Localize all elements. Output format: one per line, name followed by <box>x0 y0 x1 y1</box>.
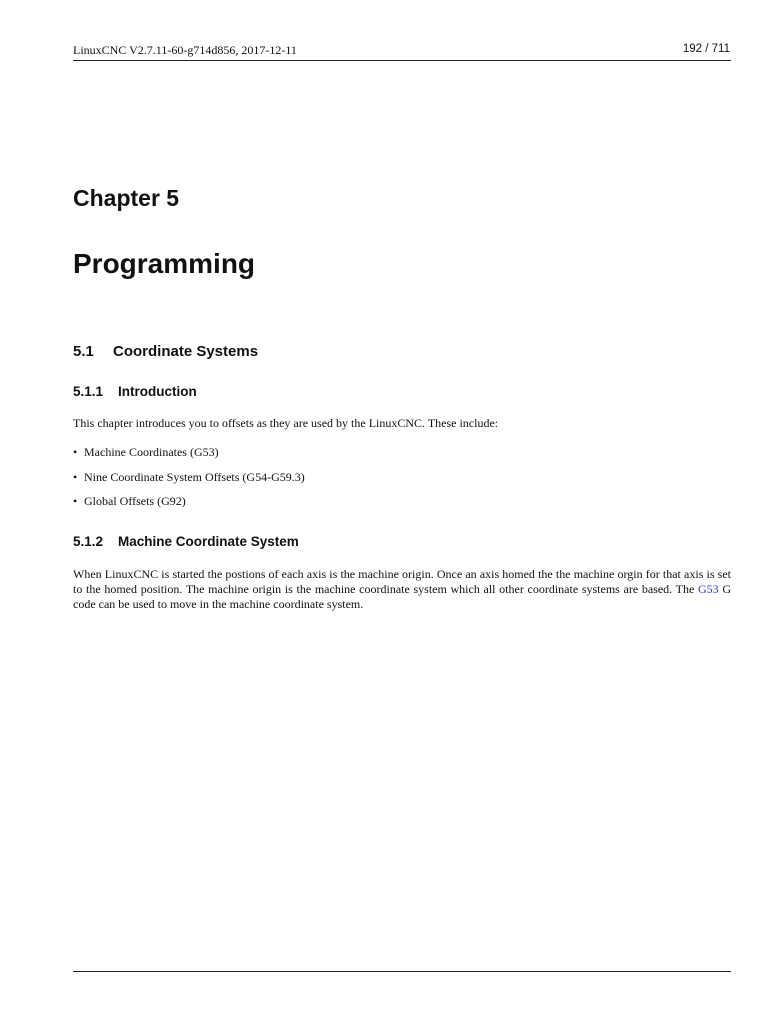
list-item-text: Machine Coordinates (G53) <box>84 445 219 459</box>
section-title: Coordinate Systems <box>113 343 259 360</box>
bullet: • <box>73 469 78 484</box>
subsection-number: 5.1.1 <box>73 384 104 399</box>
document-title: LinuxCNC V2.7.11-60-g714d856, 2017-12-11 <box>73 43 297 57</box>
machine-paragraph <box>73 567 731 612</box>
bullet: • <box>73 445 78 459</box>
subsection-heading-machine-coordinate-system <box>73 534 299 549</box>
g53-link[interactable]: G53 <box>697 582 719 596</box>
subsection-heading-introduction <box>73 384 197 399</box>
list-item-text: Nine Coordinate System Offsets (G54-G59.3) <box>84 469 305 484</box>
section-heading <box>73 343 258 360</box>
paragraph-text: When LinuxCNC is started the postions of each axis is the machine origin. Once an axis homed the the machine orgin for that axis is set to the homed position. The machine origin is the machine coordinate system which all other coordinate systems are based. The <box>73 567 731 596</box>
page-header <box>73 42 731 61</box>
bullet: • <box>73 494 78 508</box>
list-item-text: Global Offsets (G92) <box>84 494 186 508</box>
subsection-title: Machine Coordinate System <box>118 534 299 549</box>
subsection-title: Introduction <box>118 384 197 399</box>
intro-paragraph: This chapter introduces you to offsets as they are used by the LinuxCNC. These include: <box>73 416 499 430</box>
chapter-title: Programming <box>73 248 256 279</box>
subsection-number: 5.1.2 <box>73 534 104 549</box>
chapter-label: Chapter 5 <box>73 185 180 211</box>
list-item <box>73 494 305 519</box>
paragraph-text: G code can be used to move in the machine coordinate system. <box>73 582 731 611</box>
offset-list <box>73 445 305 519</box>
list-item <box>73 470 305 495</box>
footer-rule <box>73 971 731 972</box>
page-number: 192 / 711 <box>682 43 730 55</box>
section-number: 5.1 <box>73 343 94 360</box>
list-item <box>73 445 305 470</box>
